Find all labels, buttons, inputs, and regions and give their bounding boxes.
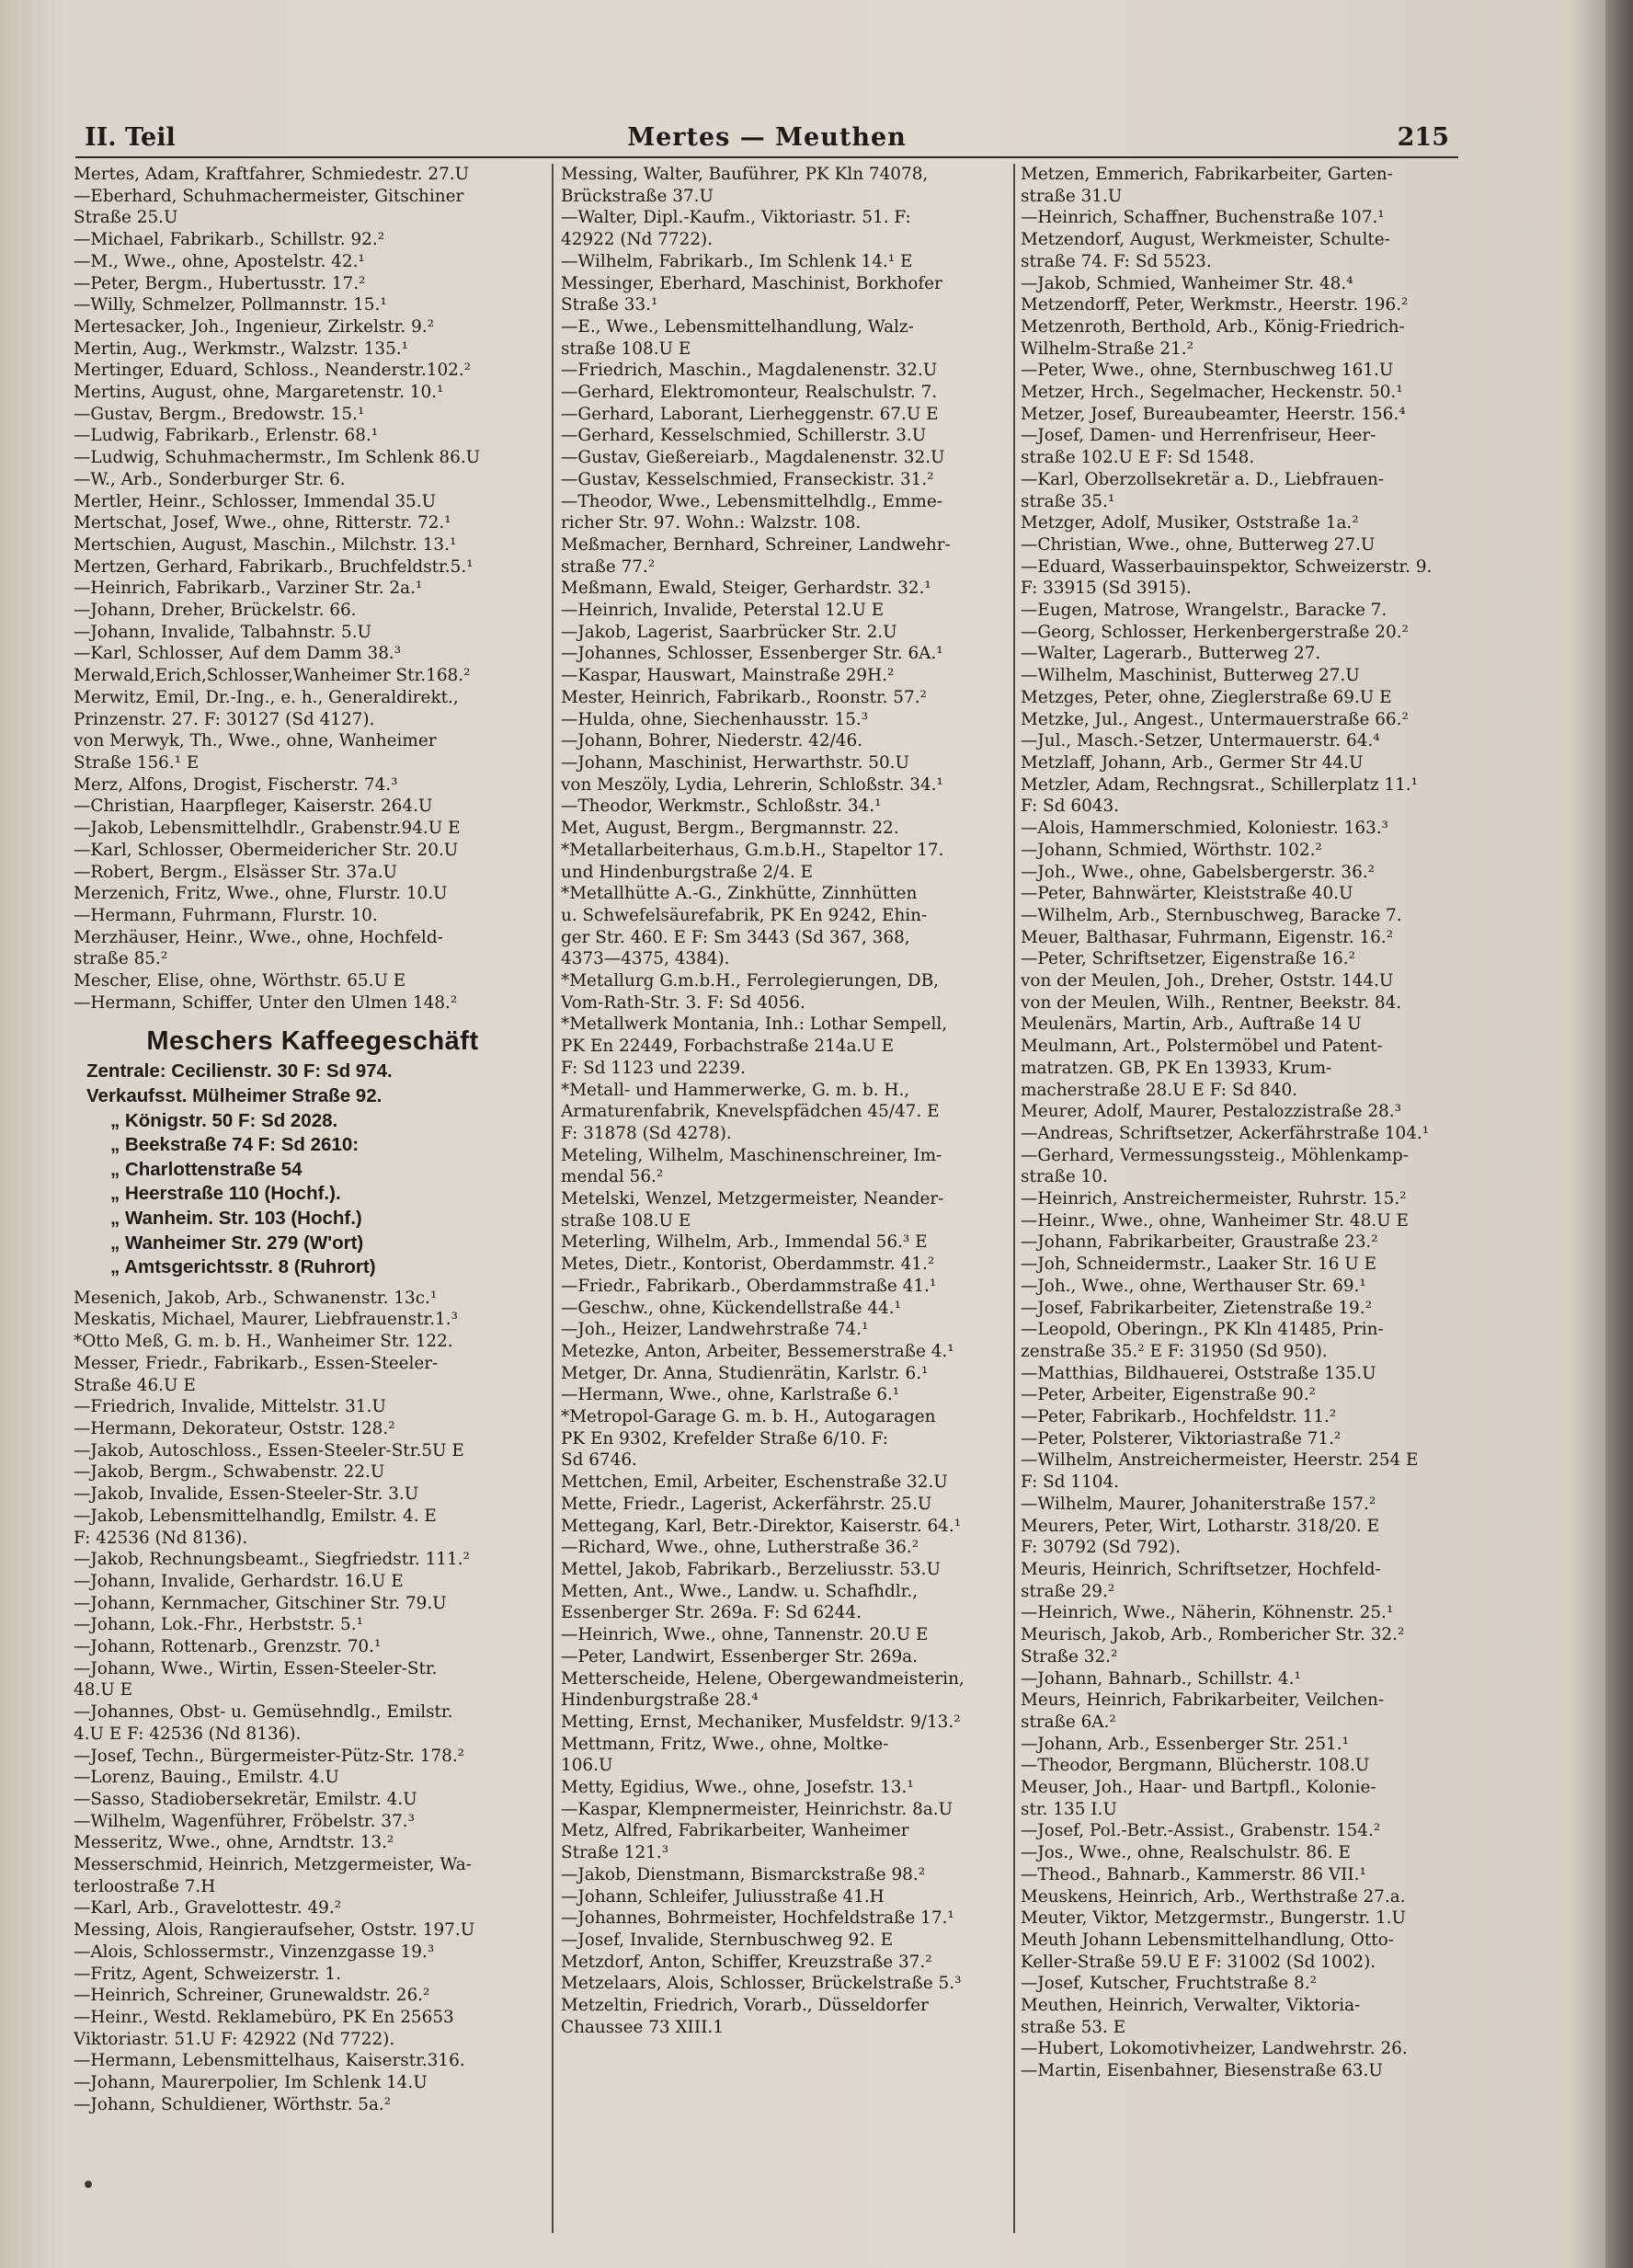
directory-entry: Mettegang, Karl, Betr.-Direktor, Kaiserstr. 64.¹ [561, 1516, 962, 1536]
directory-entry: Mettmann, Fritz, Wwe., ohne, Moltke- [561, 1734, 889, 1754]
directory-entry: *Metropol-Garage G. m. b. H., Autogaragen [561, 1407, 936, 1427]
directory-entry: —Hulda, ohne, Siechenhausstr. 15.³ [561, 709, 869, 729]
directory-entry: —Peter, Arbeiter, Eigenstraße 90.² [1021, 1385, 1316, 1405]
directory-entry: straße 53. E [1021, 2017, 1126, 2037]
directory-entry: Metzer, Josef, Bureaubeamter, Heerstr. 156.⁴ [1021, 404, 1406, 424]
directory-entry: —Joh., Wwe., ohne, Gabelsbergerstr. 36.² [1021, 862, 1376, 882]
directory-entry: Mettchen, Emil, Arbeiter, Eschenstraße 32.U [561, 1472, 948, 1493]
directory-entry: —Heinrich, Wwe., Näherin, Köhnenstr. 25.¹ [1021, 1603, 1394, 1623]
directory-entry: —Johannes, Schlosser, Essenberger Str. 6A.¹ [561, 644, 943, 664]
directory-entry: terloostraße 7.H [74, 1876, 216, 1896]
header-section: II. Teil [85, 123, 176, 152]
directory-entry: *Metallurg G.m.b.H., Ferrolegierungen, DB, [561, 971, 940, 991]
directory-entry: F: 30792 (Sd 792). [1021, 1538, 1182, 1558]
directory-entry: —Jakob, Lagerist, Saarbrücker Str. 2.U [561, 622, 897, 642]
page-edge [1605, 0, 1633, 2268]
directory-entry: —Theodor, Wwe., Lebensmittelhdlg., Emme- [561, 491, 942, 511]
directory-entry: Meuskens, Heinrich, Arb., Werthstraße 27.a. [1021, 1886, 1406, 1907]
directory-entry: —E., Wwe., Lebensmittelhandlung, Walz- [561, 316, 914, 337]
directory-entry: —Joh, Schneidermstr., Laaker Str. 16 U E [1021, 1254, 1377, 1275]
directory-entry: Metzen, Emmerich, Fabrikarbeiter, Garten- [1021, 165, 1393, 184]
directory-entry: —Joh., Wwe., ohne, Werthauser Str. 69.¹ [1021, 1276, 1366, 1296]
directory-entry: Metzges, Peter, ohne, Zieglerstraße 69.U E [1021, 687, 1392, 707]
directory-entry: —Peter, Wwe., ohne, Sternbuschweg 161.U [1021, 361, 1394, 381]
directory-entry: F: Sd 1123 und 2239. [561, 1058, 746, 1078]
ad-line: „ Heerstraße 110 (Hochf.). [110, 1183, 341, 1205]
column-1 [74, 164, 552, 2224]
directory-entry: —Theodor, Bergmann, Blücherstr. 108.U [1021, 1756, 1370, 1776]
ad-title: Meschers Kaffeegeschäft [146, 1026, 479, 1057]
directory-entry: —Heinrich, Anstreichermeister, Ruhrstr. 15.² [1021, 1189, 1407, 1209]
directory-entry: von Meszöly, Lydia, Lehrerin, Schloßstr. 34.¹ [561, 774, 943, 795]
directory-entry: von der Meulen, Joh., Dreher, Oststr. 144.U [1021, 971, 1394, 991]
directory-entry: Straße 156.¹ E [74, 752, 200, 773]
directory-entry: —Theodor, Werkmstr., Schloßstr. 34.¹ [561, 796, 882, 817]
directory-entry: Straße 33.¹ [561, 295, 658, 315]
directory-entry: straße 77.² [561, 556, 656, 577]
directory-entry: —Johann, Maurerpolier, Im Schlenk 14.U [74, 2073, 428, 2093]
directory-entry: —Eugen, Matrose, Wrangelstr., Baracke 7. [1021, 601, 1387, 621]
directory-entry: Straße 25.U [74, 208, 178, 228]
directory-entry: Metzdorf, Anton, Schiffer, Kreuzstraße 37.² [561, 1952, 932, 1972]
directory-entry: —Johannes, Bohrmeister, Hochfeldstraße 17.¹ [561, 1908, 954, 1929]
directory-entry: —Ludwig, Schuhmachermstr., Im Schlenk 86.U [74, 448, 481, 468]
ad-line: Zentrale: Cecilienstr. 30 F: Sd 974. [86, 1060, 393, 1082]
page-number: 215 [1397, 123, 1449, 152]
directory-entry: straße 85.² [74, 949, 168, 969]
directory-entry: —Peter, Fabrikarb., Hochfeldstr. 11.² [1021, 1407, 1337, 1427]
directory-entry: Merzenich, Fritz, Wwe., ohne, Flurstr. 10.U [74, 884, 448, 904]
directory-entry: *Metallwerk Montania, Inh.: Lothar Sempell, [561, 1014, 948, 1035]
directory-entry: —Wilhelm, Maurer, Johaniterstraße 157.² [1021, 1494, 1376, 1514]
directory-entry: Mertins, August, ohne, Margaretenstr. 10.¹ [74, 383, 444, 403]
directory-entry: —Josef, Fabrikarbeiter, Zietenstraße 19.² [1021, 1298, 1372, 1318]
directory-entry: F: 33915 (Sd 3915). [1021, 578, 1192, 599]
directory-entry: —Eduard, Wasserbauinspektor, Schweizerstr. 9. [1021, 556, 1433, 577]
directory-entry: —Gustav, Bergm., Bredowstr. 15.¹ [74, 404, 365, 424]
directory-entry: Merz, Alfons, Drogist, Fischerstr. 74.³ [74, 774, 398, 795]
directory-entry: Mette, Friedr., Lagerist, Ackerfährstr. 25.U [561, 1494, 932, 1514]
directory-entry: Meurers, Peter, Wirt, Lotharstr. 318/20. E [1021, 1516, 1380, 1536]
directory-entry: —Johann, Invalide, Gerhardstr. 16.U E [74, 1571, 404, 1591]
header-range: Mertes — Meuthen [627, 123, 907, 152]
directory-entry: —Hubert, Lokomotivheizer, Landwehrstr. 26. [1021, 2039, 1408, 2059]
directory-entry: —Lorenz, Bauing., Emilstr. 4.U [74, 1768, 339, 1788]
directory-entry: —Jakob, Autoschloss., Essen-Steeler-Str.5U E [74, 1440, 464, 1460]
directory-entry: F: 31878 (Sd 4278). [561, 1123, 732, 1143]
directory-entry: Merwitz, Emil, Dr.-Ing., e. h., Generaldirekt., [74, 687, 459, 707]
directory-entry: Mester, Heinrich, Fabrikarb., Roonstr. 57.² [561, 687, 927, 707]
directory-entry: —Gerhard, Laborant, Lierheggenstr. 67.U E [561, 404, 939, 424]
directory-entry: Merwald,Erich,Schlosser,Wanheimer Str.168.² [74, 666, 471, 686]
directory-entry: —Gustav, Gießereiarb., Magdalenenstr. 32.U [561, 448, 945, 468]
directory-entry: —Friedrich, Maschin., Magdalenenstr. 32.U [561, 361, 938, 381]
directory-entry: —Friedr., Fabrikarb., Oberdammstraße 41.¹ [561, 1276, 937, 1296]
directory-entry: Meuth Johann Lebensmittelhandlung, Otto- [1021, 1930, 1394, 1950]
directory-entry: Messinger, Eberhard, Maschinist, Borkhofer [561, 273, 942, 293]
directory-entry: Vom-Rath-Str. 3. F: Sd 4056. [561, 992, 805, 1013]
directory-entry: straße 35.¹ [1021, 491, 1115, 511]
directory-entry: straße 108.U E [561, 338, 691, 359]
column-3 [1021, 164, 1457, 2224]
directory-entry: —Willy, Schmelzer, Pollmannstr. 15.¹ [74, 295, 387, 315]
directory-entry: Brückstraße 37.U [561, 186, 714, 206]
directory-entry: —Peter, Schriftsetzer, Eigenstraße 16.² [1021, 949, 1355, 969]
column-divider [552, 164, 554, 2233]
directory-entry: Mertler, Heinr., Schlosser, Immendal 35.U [74, 491, 437, 511]
directory-entry: —Fritz, Agent, Schweizerstr. 1. [74, 1964, 341, 1984]
directory-entry: str. 135 I.U [1021, 1799, 1117, 1819]
directory-entry: Mertinger, Eduard, Schloss., Neanderstr.102.² [74, 361, 472, 381]
directory-entry: —Kaspar, Klempnermeister, Heinrichstr. 8a.U [561, 1799, 954, 1819]
directory-entry: Mertschat, Josef, Wwe., ohne, Ritterstr. 72.¹ [74, 513, 451, 533]
directory-entry: Meuter, Viktor, Metzgermstr., Bungerstr. 1.U [1021, 1908, 1407, 1929]
directory-entry: Metty, Egidius, Wwe., ohne, Josefstr. 13.¹ [561, 1778, 914, 1798]
directory-entry: —Jul., Masch.-Setzer, Untermauerstr. 64.⁴ [1021, 731, 1380, 751]
directory-entry: —Hermann, Fuhrmann, Flurstr. 10. [74, 905, 378, 925]
directory-entry: straße 108.U E [561, 1210, 691, 1231]
directory-entry: —Georg, Schlosser, Herkenbergerstraße 20.² [1021, 622, 1409, 642]
page-header [75, 120, 1458, 158]
directory-entry: Mertes, Adam, Kraftfahrer, Schmiedestr. 27.U [74, 165, 470, 184]
directory-entry: —Alois, Hammerschmied, Koloniestr. 163.³ [1021, 819, 1388, 839]
directory-entry: —Johann, Rottenarb., Grenzstr. 70.¹ [74, 1637, 382, 1657]
directory-entry: richer Str. 97. Wohn.: Walzstr. 108. [561, 513, 862, 533]
directory-entry: Straße 121.³ [561, 1843, 669, 1863]
directory-entry: PK En 22449, Forbachstraße 214a.U E [561, 1037, 895, 1057]
directory-entry: 106.U [561, 1756, 613, 1776]
directory-entry: mendal 56.² [561, 1167, 664, 1187]
directory-entry: —Wilhelm, Maschinist, Butterweg 27.U [1021, 666, 1360, 686]
directory-entry: —Wilhelm, Wagenführer, Fröbelstr. 37.³ [74, 1811, 415, 1831]
directory-entry: straße 29.² [1021, 1581, 1115, 1601]
directory-entry: *Metall- und Hammerwerke, G. m. b. H., [561, 1080, 910, 1100]
directory-entry: —Friedrich, Invalide, Mittelstr. 31.U [74, 1397, 386, 1417]
ad-line: Verkaufsst. Mülheimer Straße 92. [86, 1085, 383, 1107]
directory-entry: Meuris, Heinrich, Schriftsetzer, Hochfeld- [1021, 1560, 1381, 1579]
directory-entry: matratzen. GB, PK En 13933, Krum- [1021, 1058, 1332, 1078]
directory-entry: —Josef, Kutscher, Fruchtstraße 8.² [1021, 1974, 1317, 1994]
directory-entry: —Matthias, Bildhauerei, Oststraße 135.U [1021, 1363, 1376, 1383]
directory-entry: —Gerhard, Kesselschmied, Schillerstr. 3.U [561, 426, 927, 446]
directory-entry: Metzenroth, Berthold, Arb., König-Friedrich- [1021, 316, 1405, 337]
directory-entry: F: 42536 (Nd 8136). [74, 1528, 248, 1548]
directory-entry: Meurisch, Jakob, Arb., Rombericher Str. 32.² [1021, 1625, 1405, 1645]
directory-entry: u. Schwefelsäurefabrik, PK En 9242, Ehin- [561, 905, 928, 925]
directory-entry: —Peter, Bahnwärter, Kleiststraße 40.U [1021, 884, 1353, 904]
directory-entry: —Jakob, Rechnungsbeamt., Siegfriedstr. 111.² [74, 1550, 470, 1570]
directory-entry: Messerschmid, Heinrich, Metzgermeister, Wa- [74, 1855, 472, 1875]
directory-entry: Meurer, Adolf, Maurer, Pestalozzistraße 28.³ [1021, 1102, 1401, 1122]
directory-entry: —Johann, Wwe., Wirtin, Essen-Steeler-Str. [74, 1658, 438, 1678]
directory-entry: Metterscheide, Helene, Obergewandmeisterin, [561, 1668, 965, 1689]
directory-entry: —Gerhard, Vermessungssteig., Möhlenkamp- [1021, 1145, 1409, 1165]
directory-entry: —Walter, Dipl.-Kaufm., Viktoriastr. 51. F: [561, 208, 911, 228]
directory-entry: Mesenich, Jakob, Arb., Schwanenstr. 13c.¹ [74, 1288, 438, 1308]
directory-entry: Metz, Alfred, Fabrikarbeiter, Wanheimer [561, 1821, 909, 1841]
directory-entry: Viktoriastr. 51.U F: 42922 (Nd 7722). [74, 2029, 395, 2049]
directory-entry: Metes, Dietr., Kontorist, Oberdammstr. 41.² [561, 1254, 935, 1275]
ad-line: „ Amtsgerichtsstr. 8 (Ruhrort) [110, 1256, 376, 1278]
directory-entry: —Johann, Arb., Essenberger Str. 251.¹ [1021, 1734, 1349, 1754]
directory-entry: 42922 (Nd 7722). [561, 230, 714, 250]
directory-entry: —Johann, Maschinist, Herwarthstr. 50.U [561, 752, 910, 773]
directory-entry: —Karl, Arb., Gravelottestr. 49.² [74, 1898, 342, 1919]
directory-entry: *Metallhütte A.-G., Zinkhütte, Zinnhütten [561, 884, 918, 904]
directory-entry: —Josef, Invalide, Sternbuschweg 92. E [561, 1930, 894, 1950]
directory-entry: Metzer, Hrch., Segelmacher, Heckenstr. 50.¹ [1021, 383, 1403, 403]
directory-entry: straße 6A.² [1021, 1712, 1116, 1732]
directory-entry: Hindenburgstraße 28.⁴ [561, 1690, 759, 1711]
directory-entry: —Michael, Fabrikarb., Schillstr. 92.² [74, 230, 385, 250]
directory-entry: —Jakob, Invalide, Essen-Steeler-Str. 3.U [74, 1484, 419, 1505]
directory-entry: Metzelaars, Alois, Schlosser, Brückelstraße 5.³ [561, 1974, 962, 1994]
directory-entry: macherstraße 28.U E F: Sd 840. [1021, 1080, 1297, 1100]
directory-entry: —Johann, Dreher, Brückelstr. 66. [74, 601, 357, 621]
directory-entry: —Peter, Landwirt, Essenberger Str. 269a. [561, 1646, 918, 1667]
directory-entry: —Heinr., Wwe., ohne, Wanheimer Str. 48.U E [1021, 1210, 1409, 1231]
directory-entry: —Richard, Wwe., ohne, Lutherstraße 36.² [561, 1538, 919, 1558]
directory-entry: —Christian, Haarpfleger, Kaiserstr. 264.U [74, 796, 433, 817]
directory-entry: Straße 46.U E [74, 1375, 196, 1395]
directory-entry: Wilhelm-Straße 21.² [1021, 338, 1193, 359]
directory-entry: 4373—4375, 4384). [561, 949, 730, 969]
directory-entry: F: Sd 1104. [1021, 1472, 1120, 1493]
directory-entry: Meurs, Heinrich, Fabrikarbeiter, Veilchen- [1021, 1690, 1385, 1711]
directory-entry: Messeritz, Wwe., ohne, Arndtstr. 13.² [74, 1833, 394, 1853]
directory-entry: Metting, Ernst, Mechaniker, Musfeldstr. 9/13.² [561, 1712, 961, 1732]
directory-entry: Merzhäuser, Heinr., Wwe., ohne, Hochfeld- [74, 927, 443, 947]
advertisement [74, 1023, 552, 1279]
directory-entry: —Karl, Schlosser, Obermeidericher Str. 20.U [74, 840, 459, 860]
directory-entry: —Karl, Oberzollsekretär a. D., Liebfrauen- [1021, 469, 1385, 489]
directory-entry: Metzler, Adam, Rechngsrat., Schillerplatz 11.¹ [1021, 774, 1419, 795]
directory-entry: —Johann, Lok.-Fhr., Herbststr. 5.¹ [74, 1615, 363, 1635]
directory-entry: —Heinr., Westd. Reklamebüro, PK En 25653 [74, 2007, 454, 2027]
directory-entry: ger Str. 460. E F: Sm 3443 (Sd 367, 368, [561, 927, 910, 947]
directory-entry: —Wilhelm, Fabrikarb., Im Schlenk 14.¹ E [561, 251, 913, 271]
directory-entry: —Hermann, Lebensmittelhaus, Kaiserstr.316. [74, 2051, 465, 2071]
directory-entry: —Ludwig, Fabrikarb., Erlenstr. 68.¹ [74, 426, 379, 446]
directory-entry: 4.U E F: 42536 (Nd 8136). [74, 1724, 302, 1744]
directory-entry: F: Sd 6043. [1021, 796, 1120, 817]
directory-entry: —Peter, Polsterer, Viktoriastraße 71.² [1021, 1428, 1342, 1449]
directory-entry: Chaussee 73 XIII.1 [561, 2017, 724, 2037]
column-2 [561, 164, 1039, 2224]
directory-entry: —Karl, Schlosser, Auf dem Damm 38.³ [74, 644, 402, 664]
directory-entry: —Johann, Invalide, Talbahnstr. 5.U [74, 622, 372, 642]
directory-entry: Meuser, Joh., Haar- und Bartpfl., Kolonie- [1021, 1778, 1376, 1798]
directory-entry: —Johannes, Obst- u. Gemüsehndlg., Emilstr. [74, 1702, 453, 1723]
directory-entry: Metger, Dr. Anna, Studienrätin, Karlstr. 6.¹ [561, 1363, 929, 1383]
directory-entry: Mertesacker, Joh., Ingenieur, Zirkelstr. 9.² [74, 316, 435, 337]
directory-entry: —Andreas, Schriftsetzer, Ackerfährstraße 104.¹ [1021, 1123, 1430, 1143]
directory-entry: Prinzenstr. 27. F: 30127 (Sd 4127). [74, 709, 375, 729]
directory-entry: Metzendorf, August, Werkmeister, Schulte- [1021, 230, 1390, 250]
directory-entry: —Josef, Damen- und Herrenfriseur, Heer- [1021, 426, 1376, 446]
directory-entry: —Robert, Bergm., Elsässer Str. 37a.U [74, 862, 398, 882]
directory-entry: Meterling, Wilhelm, Arb., Immendal 56.³ E [561, 1232, 928, 1253]
directory-entry: Mertschien, August, Maschin., Milchstr. 13.¹ [74, 534, 457, 555]
directory-entry: Metzger, Adolf, Musiker, Oststraße 1a.² [1021, 513, 1359, 533]
ad-line: „ Wanheim. Str. 103 (Hochf.) [110, 1207, 362, 1229]
directory-entry: von der Meulen, Wilh., Rentner, Beekstr. 84. [1021, 992, 1402, 1013]
ad-line: „ Königstr. 50 F: Sd 2028. [110, 1109, 338, 1131]
directory-entry: straße 74. F: Sd 5523. [1021, 251, 1212, 271]
directory-entry: Mettel, Jakob, Fabrikarb., Berzeliusstr. 53.U [561, 1560, 941, 1579]
directory-entry: —Heinrich, Wwe., ohne, Tannenstr. 20.U E [561, 1625, 929, 1645]
directory-entry: 48.U E [74, 1680, 133, 1701]
directory-entry: —Gustav, Kesselschmied, Franseckistr. 31.² [561, 469, 934, 489]
directory-entry: —Heinrich, Schaffner, Buchenstraße 107.¹ [1021, 208, 1385, 228]
directory-entry: —Josef, Pol.-Betr.-Assist., Grabenstr. 154.² [1021, 1821, 1381, 1841]
ad-line: „ Beekstraße 74 F: Sd 2610: [110, 1134, 360, 1156]
directory-entry: Meteling, Wilhelm, Maschinenschreiner, Im- [561, 1145, 942, 1165]
directory-entry: Meulenärs, Martin, Arb., Auftraße 14 U [1021, 1014, 1362, 1035]
directory-entry: —Johann, Schleifer, Juliusstraße 41.H [561, 1886, 885, 1907]
directory-entry: —Heinrich, Fabrikarb., Varziner Str. 2a.¹ [74, 578, 423, 599]
directory-entry: Metzendorff, Peter, Werkmstr., Heerstr. 196.² [1021, 295, 1409, 315]
directory-entry: —Heinrich, Invalide, Peterstal 12.U E [561, 601, 885, 621]
directory-entry: PK En 9302, Krefelder Straße 6/10. F: [561, 1428, 888, 1449]
directory-entry: —Gerhard, Elektromonteur, Realschulstr. 7. [561, 383, 938, 403]
directory-entry: —Hermann, Dekorateur, Oststr. 128.² [74, 1418, 395, 1438]
directory-entry: Meskatis, Michael, Maurer, Liebfrauenstr.1.³ [74, 1310, 458, 1330]
directory-entry: straße 10. [1021, 1167, 1108, 1187]
directory-entry: straße 31.U [1021, 186, 1123, 206]
directory-entry: Essenberger Str. 269a. F: Sd 6244. [561, 1603, 862, 1623]
ink-spot [85, 2181, 92, 2188]
directory-entry: —Christian, Wwe., ohne, Butterweg 27.U [1021, 534, 1376, 555]
directory-entry: —Johann, Bohrer, Niederstr. 42/46. [561, 731, 863, 751]
directory-entry: Mertin, Aug., Werkmstr., Walzstr. 135.¹ [74, 338, 408, 359]
directory-entry: —Jakob, Dienstmann, Bismarckstraße 98.² [561, 1864, 926, 1884]
directory-entry: *Otto Meß, G. m. b. H., Wanheimer Str. 122. [74, 1332, 453, 1352]
directory-entry: Messing, Walter, Bauführer, PK Kln 74078, [561, 165, 929, 184]
directory-entry: Metzlaff, Johann, Arb., Germer Str 44.U [1021, 752, 1364, 773]
directory-entry: —Theod., Bahnarb., Kammerstr. 86 VII.¹ [1021, 1864, 1366, 1884]
directory-entry: —M., Wwe., ohne, Apostelstr. 42.¹ [74, 251, 365, 271]
directory-entry: —Joh., Heizer, Landwehrstraße 74.¹ [561, 1320, 869, 1340]
directory-entry: —Jakob, Schmied, Wanheimer Str. 48.⁴ [1021, 273, 1353, 293]
directory-entry: —Johann, Schuldiener, Wörthstr. 5a.² [74, 2094, 392, 2114]
directory-entry: Sd 6746. [561, 1450, 637, 1471]
directory-entry: Met, August, Bergm., Bergmannstr. 22. [561, 819, 899, 839]
directory-entry: Mescher, Elise, ohne, Wörthstr. 65.U E [74, 971, 406, 991]
directory-entry: —Wilhelm, Anstreichermeister, Heerstr. 254 E [1021, 1450, 1419, 1471]
directory-entry: —Geschw., ohne, Kückendellstraße 44.¹ [561, 1298, 901, 1318]
directory-entry: —Hermann, Wwe., ohne, Karlstraße 6.¹ [561, 1385, 900, 1405]
directory-entry: Metzeltin, Friedrich, Vorarb., Düsseldorfer [561, 1996, 929, 2016]
directory-entry: —Jakob, Lebensmittelhandlg, Emilstr. 4. E [74, 1506, 437, 1526]
directory-entry: —Josef, Techn., Bürgermeister-Pütz-Str. 178.² [74, 1746, 465, 1766]
directory-entry: —Leopold, Oberingn., PK Kln 41485, Prin- [1021, 1320, 1384, 1340]
directory-entry: —Eberhard, Schuhmachermeister, Gitschiner [74, 186, 464, 206]
directory-entry: —Johann, Schmied, Wörthstr. 102.² [1021, 840, 1322, 860]
directory-entry: Keller-Straße 59.U E F: 31002 (Sd 1002). [1021, 1952, 1376, 1972]
ad-line: „ Wanheimer Str. 279 (W'ort) [110, 1231, 364, 1254]
directory-entry: zenstraße 35.² E F: 31950 (Sd 950). [1021, 1341, 1328, 1361]
directory-entry: Metten, Ant., Wwe., Landw. u. Schafhdlr., [561, 1581, 919, 1601]
directory-entry: Mertzen, Gerhard, Fabrikarb., Bruchfeldstr.5.¹ [74, 556, 474, 577]
directory-entry: —Johann, Bahnarb., Schillstr. 4.¹ [1021, 1668, 1301, 1689]
directory-entry: —Martin, Eisenbahner, Biesenstraße 63.U [1021, 2061, 1383, 2081]
directory-entry: —Jos., Wwe., ohne, Realschulstr. 86. E [1021, 1843, 1351, 1863]
directory-entry: Meuthen, Heinrich, Verwalter, Viktoria- [1021, 1996, 1361, 2016]
directory-entry: Metezke, Anton, Arbeiter, Bessemerstraße 4.¹ [561, 1341, 954, 1361]
directory-entry: von Merwyk, Th., Wwe., ohne, Wanheimer [74, 731, 437, 751]
directory-entry: Meßmann, Ewald, Steiger, Gerhardstr. 32.¹ [561, 578, 931, 599]
directory-entry: Meßmacher, Bernhard, Schreiner, Landwehr- [561, 534, 951, 555]
directory-entry: —Hermann, Schiffer, Unter den Ulmen 148.² [74, 992, 458, 1013]
directory-entry: —Heinrich, Schreiner, Grunewaldstr. 26.² [74, 1986, 430, 2006]
ad-line: „ Charlottenstraße 54 [110, 1158, 303, 1180]
directory-entry: Messing, Alois, Rangieraufseher, Oststr. 197.U [74, 1920, 475, 1941]
directory-entry: —Kaspar, Hauswart, Mainstraße 29H.² [561, 666, 895, 686]
directory-entry: *Metallarbeiterhaus, G.m.b.H., Stapeltor 17. [561, 840, 944, 860]
directory-entry: —Jakob, Lebensmittelhdlr., Grabenstr.94.U E [74, 819, 461, 839]
directory-entry: —Jakob, Bergm., Schwabenstr. 22.U [74, 1462, 385, 1483]
directory-entry: —Alois, Schlossermstr., Vinzenzgasse 19.³ [74, 1942, 435, 1962]
directory-entry: —Peter, Bergm., Hubertusstr. 17.² [74, 273, 366, 293]
directory-entry: —Sasso, Stadiobersekretär, Emilstr. 4.U [74, 1789, 417, 1809]
directory-entry: und Hindenburgstraße 2/4. E [561, 862, 814, 882]
directory-entry: —Wilhelm, Arb., Sternbuschweg, Baracke 7. [1021, 905, 1402, 925]
directory-entry: —Johann, Fabrikarbeiter, Graustraße 23.² [1021, 1232, 1378, 1253]
directory-entry: Metzke, Jul., Angest., Untermauerstraße 66.² [1021, 709, 1409, 729]
directory-entry: Metelski, Wenzel, Metzgermeister, Neander- [561, 1189, 944, 1209]
directory-entry: Armaturenfabrik, Knevelspfädchen 45/47. E [561, 1102, 940, 1122]
directory-entry: straße 102.U E F: Sd 1548. [1021, 448, 1255, 468]
directory-entry: Meulmann, Art., Polstermöbel und Patent- [1021, 1037, 1383, 1057]
directory-entry: Messer, Friedr., Fabrikarb., Essen-Steeler- [74, 1353, 439, 1373]
directory-entry: —Johann, Kernmacher, Gitschiner Str. 79.U [74, 1593, 447, 1613]
directory-entry: —Walter, Lagerarb., Butterweg 27. [1021, 644, 1321, 664]
directory-entry: Meuer, Balthasar, Fuhrmann, Eigenstr. 16.² [1021, 927, 1394, 947]
directory-entry: —W., Arb., Sonderburger Str. 6. [74, 469, 346, 489]
directory-entry: Straße 32.² [1021, 1646, 1118, 1667]
